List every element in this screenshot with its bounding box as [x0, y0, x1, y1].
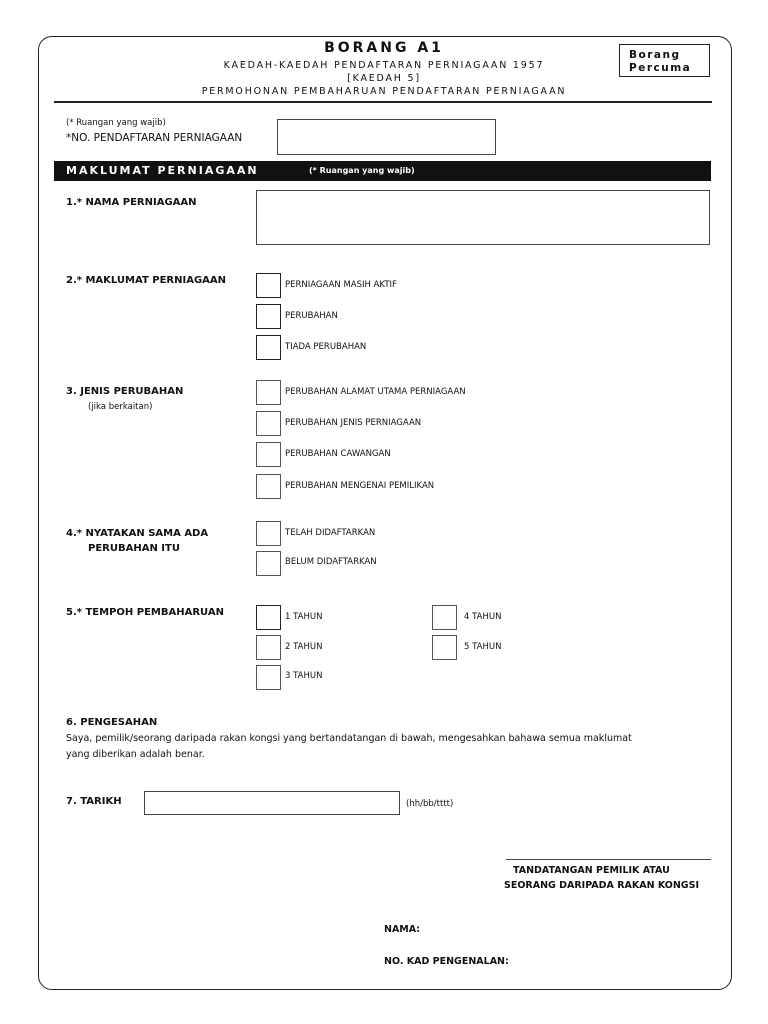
option-not-registered: BELUM DIDAFTARKAN	[285, 557, 377, 567]
option-change-address: PERUBAHAN ALAMAT UTAMA PERNIAGAAN	[285, 387, 466, 397]
stamp-line-1: Borang	[629, 49, 681, 61]
option-4-years: 4 TAHUN	[464, 612, 502, 622]
mandatory-note: (* Ruangan yang wajib)	[66, 118, 166, 128]
declaration-text-line1: Saya, pemilik/seorang daripada rakan kongsi yang bertandatangan di bawah, mengesahkan bahawa semua maklumat	[66, 733, 632, 744]
checkbox-2-years[interactable]	[256, 635, 281, 660]
section-header-bar	[54, 161, 711, 181]
checkbox-4-years[interactable]	[432, 605, 457, 630]
option-no-change: TIADA PERUBAHAN	[285, 342, 367, 352]
renewal-period-label: 5.* TEMPOH PEMBAHARUAN	[66, 607, 224, 618]
option-change-branch: PERUBAHAN CAWANGAN	[285, 449, 391, 459]
option-business-active: PERNIAGAAN MASIH AKTIF	[285, 280, 397, 290]
checkbox-change[interactable]	[256, 304, 281, 329]
signature-caption-line2: SEORANG DARIPADA RAKAN KONGSI	[504, 880, 699, 891]
free-form-stamp	[619, 44, 710, 77]
checkbox-registered[interactable]	[256, 521, 281, 546]
date-input[interactable]	[144, 791, 400, 815]
option-5-years: 5 TAHUN	[464, 642, 502, 652]
business-info-label: 2.* MAKLUMAT PERNIAGAAN	[66, 275, 227, 286]
checkbox-3-years[interactable]	[256, 665, 281, 690]
header-divider	[54, 101, 712, 103]
checkbox-1-year[interactable]	[256, 605, 281, 630]
option-change: PERUBAHAN	[285, 311, 338, 321]
change-type-label: 3. JENIS PERUBAHAN	[66, 386, 184, 397]
declaration-text-line2: yang diberikan adalah benar.	[66, 749, 205, 760]
ic-number-label: NO. KAD PENGENALAN:	[384, 956, 509, 967]
name-label: NAMA:	[384, 924, 421, 935]
form-subtitle-rules: KAEDAH-KAEDAH PENDAFTARAN PERNIAGAAN 1957	[223, 60, 545, 71]
option-change-business-type: PERUBAHAN JENIS PERNIAGAAN	[285, 418, 422, 428]
checkbox-not-registered[interactable]	[256, 551, 281, 576]
registered-status-label-line2: PERUBAHAN ITU	[88, 543, 180, 554]
checkbox-business-active[interactable]	[256, 273, 281, 298]
form-title: BORANG A1	[324, 40, 444, 56]
option-change-ownership: PERUBAHAN MENGENAI PEMILIKAN	[285, 481, 435, 491]
option-2-years: 2 TAHUN	[285, 642, 323, 652]
form-subtitle-purpose: PERMOHONAN PEMBAHARUAN PENDAFTARAN PERNIAGAAN	[201, 86, 567, 97]
registration-number-label: *NO. PENDAFTARAN PERNIAGAAN	[66, 132, 243, 144]
date-format-hint: (hh/bb/tttt)	[406, 799, 454, 809]
business-name-label: 1.* NAMA PERNIAGAAN	[66, 197, 197, 208]
checkbox-no-change[interactable]	[256, 335, 281, 360]
business-name-input[interactable]	[256, 190, 710, 245]
signature-caption-line1: TANDATANGAN PEMILIK ATAU	[513, 865, 670, 876]
registration-number-input[interactable]	[277, 119, 496, 155]
checkbox-5-years[interactable]	[432, 635, 457, 660]
section-title: MAKLUMAT PERNIAGAAN	[66, 164, 259, 177]
declaration-label: 6. PENGESAHAN	[66, 717, 158, 728]
option-registered: TELAH DIDAFTARKAN	[285, 528, 376, 538]
form-subtitle-rule-number: [KAEDAH 5]	[347, 73, 421, 84]
checkbox-change-business-type[interactable]	[256, 411, 281, 436]
checkbox-change-ownership[interactable]	[256, 474, 281, 499]
checkbox-change-address[interactable]	[256, 380, 281, 405]
registered-status-label-line1: 4.* NYATAKAN SAMA ADA	[66, 528, 209, 539]
signature-line[interactable]	[506, 859, 711, 860]
section-mandatory-note: (* Ruangan yang wajib)	[309, 166, 415, 175]
date-label: 7. TARIKH	[66, 796, 122, 807]
checkbox-change-branch[interactable]	[256, 442, 281, 467]
option-3-years: 3 TAHUN	[285, 671, 323, 681]
stamp-line-2: Percuma	[629, 62, 692, 74]
option-1-year: 1 TAHUN	[285, 612, 323, 622]
change-type-sublabel: (jika berkaitan)	[88, 402, 153, 412]
